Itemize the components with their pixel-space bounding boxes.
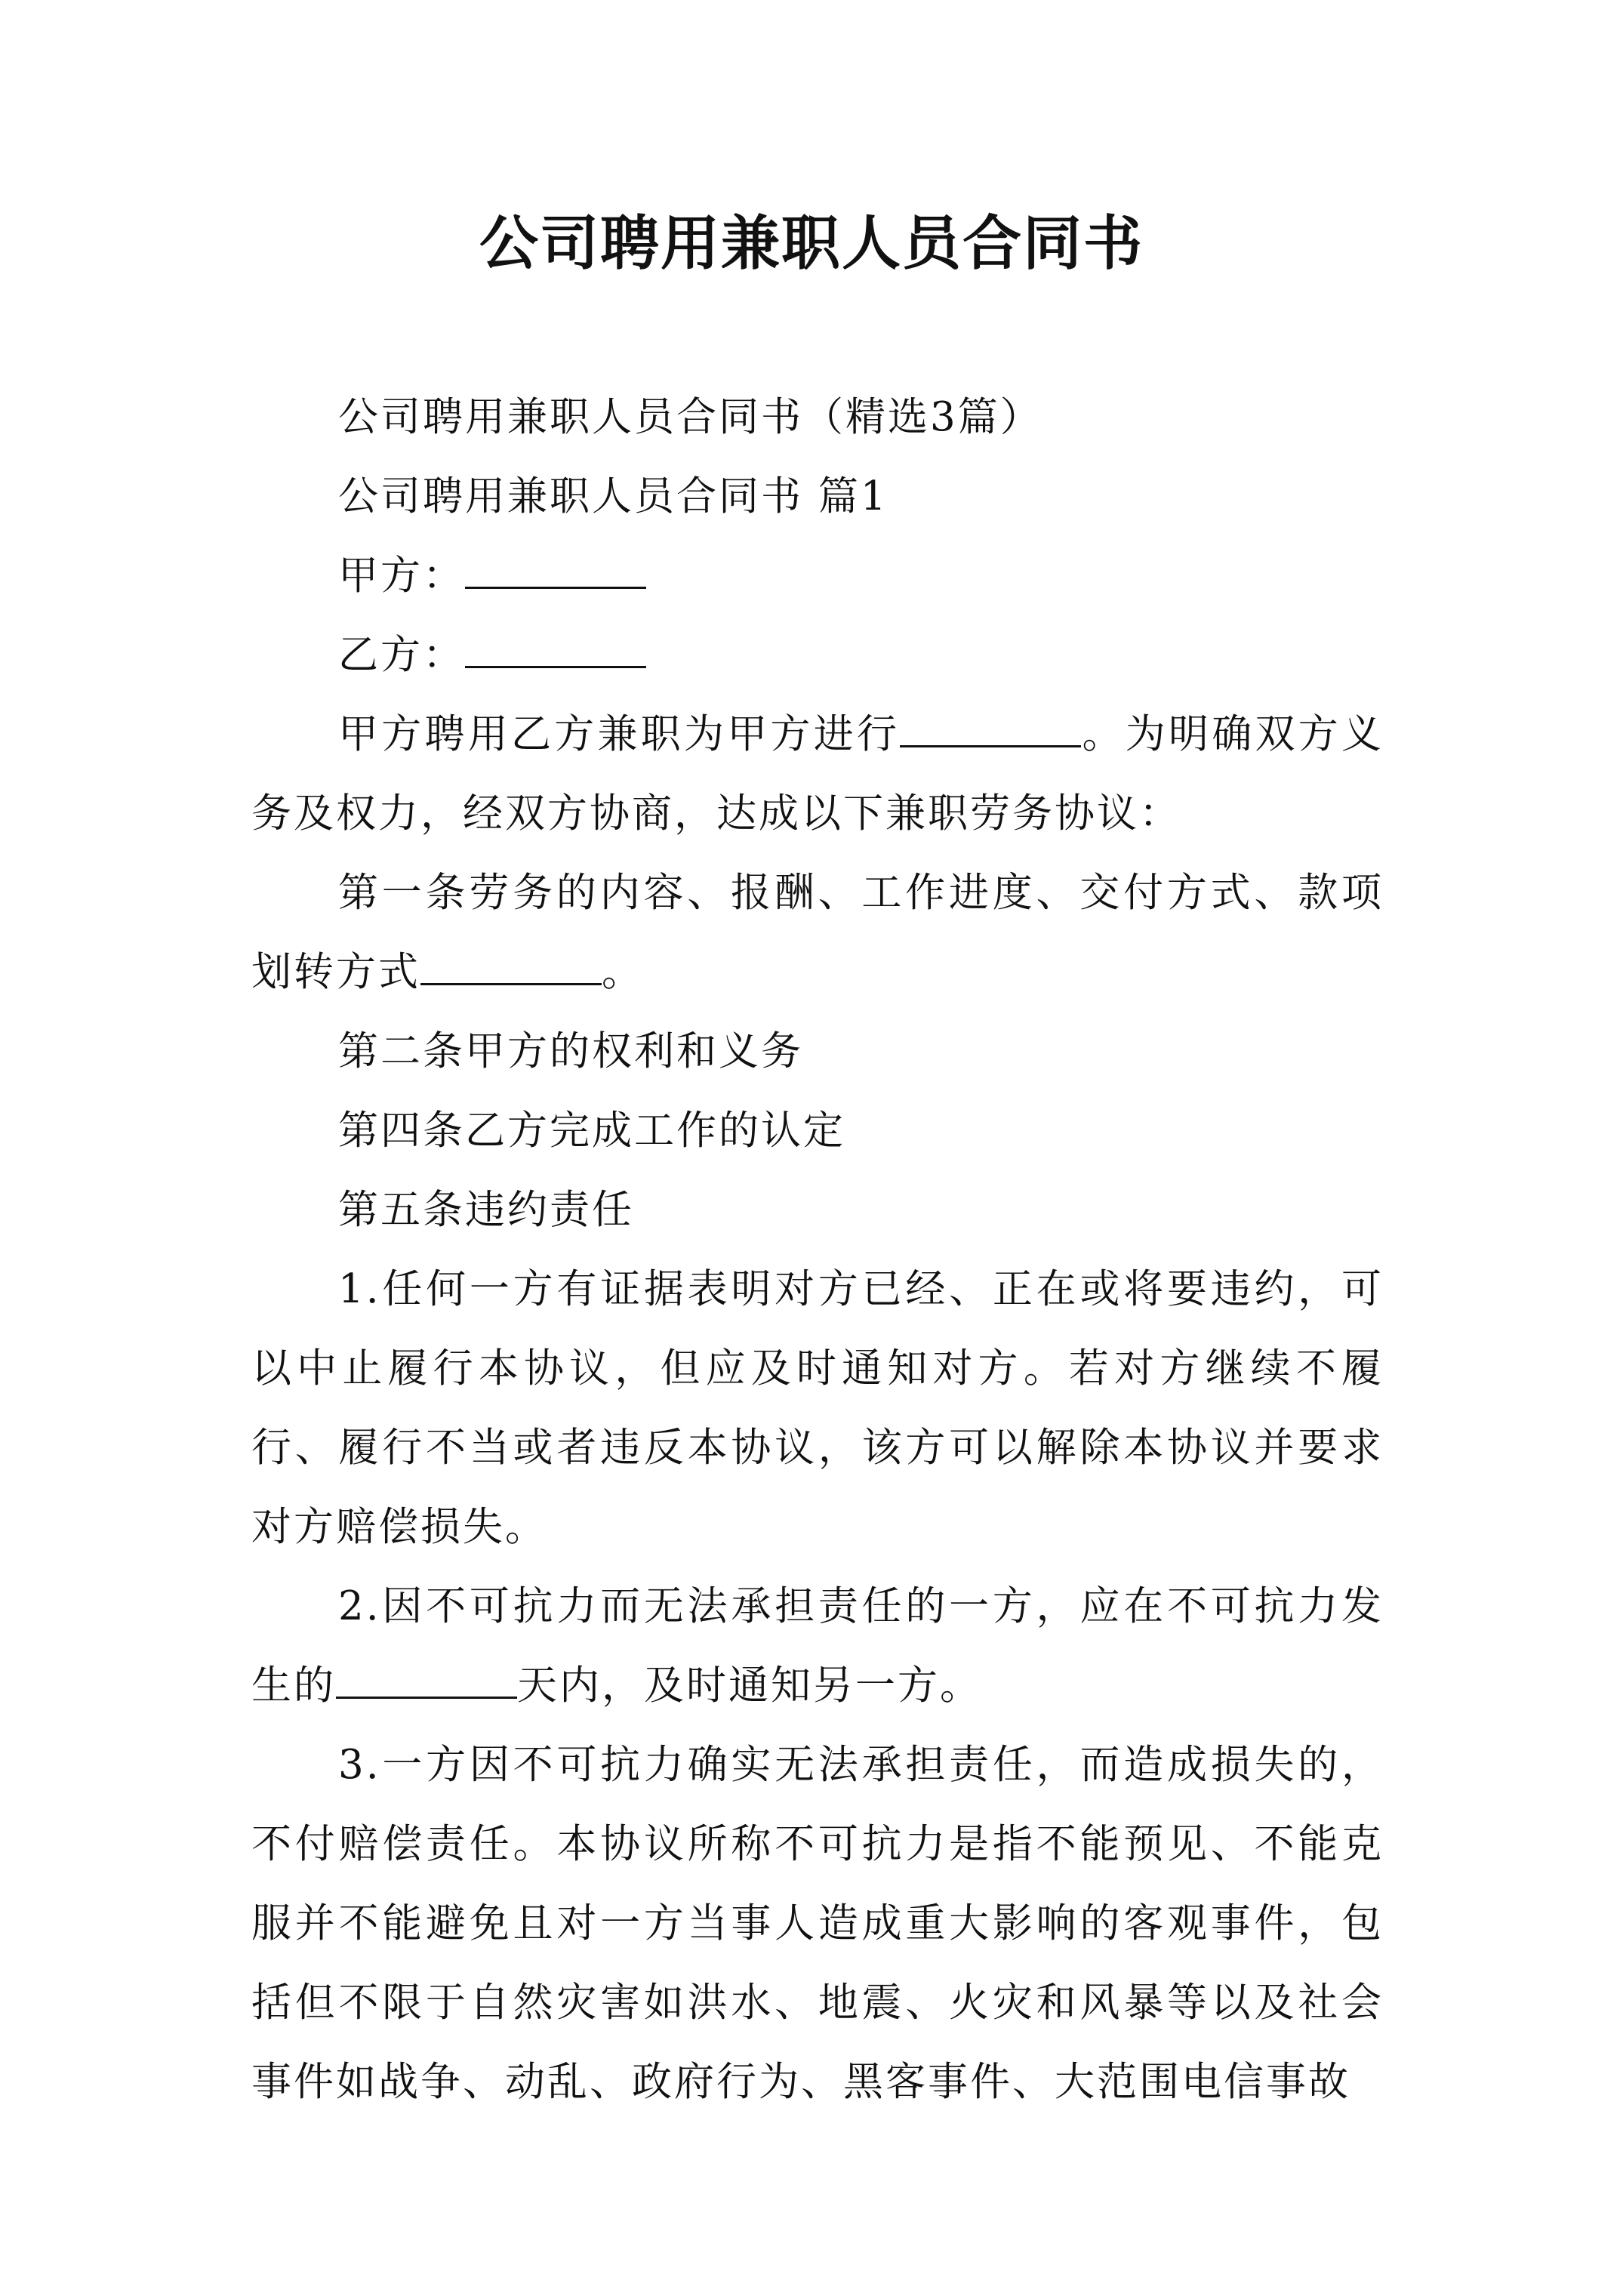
paragraph-article-1 (251, 853, 1384, 1012)
clause-2-blank (336, 1693, 517, 1699)
party-a-label: 甲方： (338, 553, 465, 599)
paragraph-article-2: 第二条甲方的权利和义务 (338, 1028, 803, 1074)
party-a-blank (465, 584, 646, 589)
article-1-blank (420, 980, 602, 985)
paragraph-clause-3: 3.一方因不可抗力确实无法承担责任，而造成损失的，不付赔偿责任。本协议所称不可抗力是指不能预见、不能克服并不能避免且对一方当事人造成重大影响的客观事件，包括但不限于自然灾害如洪水、地震、火灾和风暴等以及社会事件如战争、动乱、政府行为、黑客事件、大范围电信事故 (251, 1742, 1384, 2105)
party-a-line (251, 536, 1384, 615)
intro-text-a: 甲方聘用乙方兼职为甲方进行 (338, 711, 901, 757)
clause-2-text-a: 2.因不可抗力而无法承担责任的一方，应在不可抗力发生的 (251, 1583, 1384, 1709)
party-b-label: 乙方： (338, 632, 465, 678)
paragraph-clause-1: 1.任何一方有证据表明对方已经、正在或将要违约，可以中止履行本协议，但应及时通知对方。若对方继续不履行、履行不当或者违反本协议，该方可以解除本协议并要求对方赔偿损失。 (251, 1266, 1384, 1550)
document-body (251, 378, 1384, 2122)
article-1-end: 。 (602, 949, 644, 995)
intro-text-b: 。为明确双方义务及权力，经双方协商，达成以下兼职劳务协议： (251, 711, 1384, 837)
party-b-line (251, 615, 1384, 695)
paragraph-section-heading: 公司聘用兼职人员合同书 篇1 (338, 473, 888, 519)
intro-blank (900, 742, 1081, 747)
document-title: 公司聘用兼职人员合同书 (479, 209, 1144, 278)
paragraph-clause-2 (251, 1567, 1384, 1725)
article-1-text: 第一条劳务的内容、报酬、工作进度、交付方式、款项划转方式 (251, 870, 1384, 995)
paragraph-subtitle: 公司聘用兼职人员合同书（精选3篇） (338, 394, 1042, 440)
party-b-blank (465, 663, 646, 668)
paragraph-article-5: 第五条违约责任 (338, 1187, 634, 1233)
paragraph-article-4: 第四条乙方完成工作的认定 (338, 1108, 845, 1154)
clause-2-text-b: 天内，及时通知另一方。 (517, 1663, 982, 1709)
paragraph-intro (251, 695, 1384, 853)
